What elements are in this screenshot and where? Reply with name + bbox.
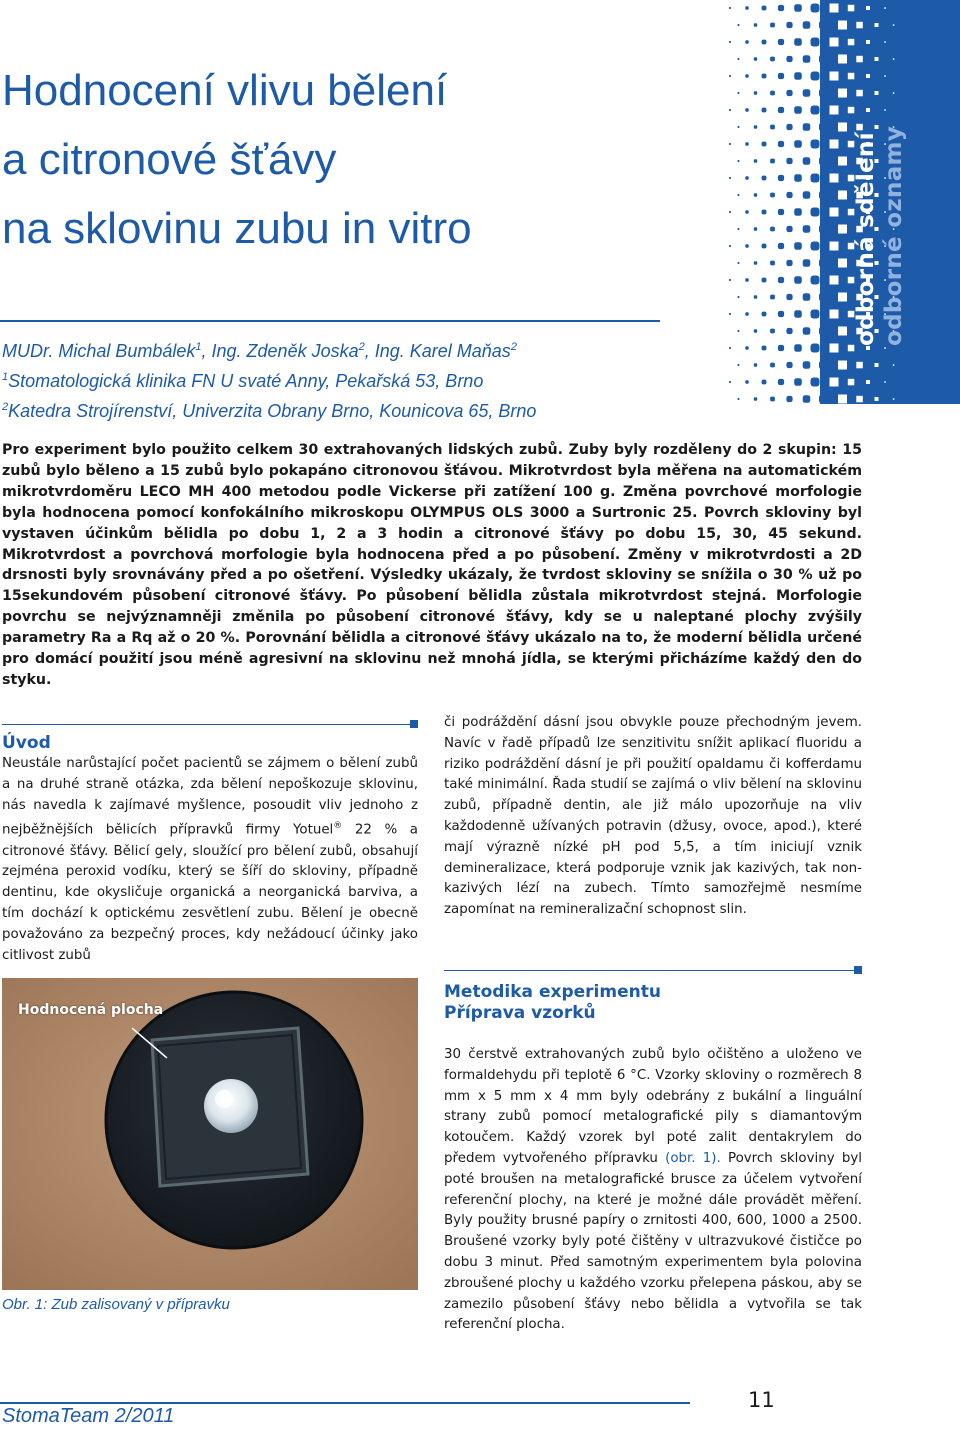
- intro-heading: Úvod: [2, 733, 51, 753]
- intro-text: Neustále narůstající počet pacientů se zájmem o bělení zubů a na druhé straně otázka, zda bělení nepoškozuje sklovinu, nás navedla k zajímavé myšlence, posoudit vliv jednoho z nejběžnějších bělicích přípravků firmy Yotuel® 22 % a citronové šťávy. Bělicí gely, sloužící pro bělení zubů, obsahují zejména peroxid vodíku, který se šíří do skloviny, případně dentinu, kde okysličuje organická a neorganická barviva, a tím dochází k optickému zesvětlení zubu. Bělení je obecně považováno za bezpečný proces, kdy nežádoucí účinky jako citlivost zubů: [2, 756, 418, 963]
- methods-heading: Metodika experimentu Příprava vzorků: [444, 982, 661, 1023]
- intro-rule-marker: [410, 720, 418, 728]
- journal-footer: StomaTeam 2/2011: [2, 1405, 175, 1427]
- methods-text: 30 čerstvě extrahovaných zubů bylo očištěno a uloženo ve formaldehydu při teplotě 6 °C. Vzorky skloviny o rozměrech 8 mm x 5 mm x 4 mm byly odebrány z bukální a linguální strany zubů pomocí metalografické pily s diamantovým kotoučem. Každý vzorek byl poté zalit dentakrylem do předem vytvořeného přípravku (obr. 1). Povrch skloviny byl poté broušen na metalografické brusce za účelem vytvoření referenční plochy, na které je možné dále provádět měření. Byly použity brusné papíry o zrnitosti 400, 600, 1000 a 2500. Broušené vzorky byly poté čištěny v ultrazvukové čističce po dobu 3 minut. Před samotným experimentem byla polovina zbroušené plochy u každého vzorku přelepena páskou, aby se zamezilo působení šťávy nebo bělidla a vytvořila se tak referenční plocha.: [444, 1047, 862, 1333]
- title-line-2: a citronové šťávy: [2, 135, 337, 184]
- decorative-dot-pattern: [712, 0, 960, 404]
- intro-rule: [2, 724, 412, 725]
- methods-rule-marker: [854, 966, 862, 974]
- section-label: [852, 126, 908, 346]
- affiliation-1: $^1$Stomatologická klinika FN U svaté Anny, Pekařská 53, Brno: [2, 371, 484, 391]
- intro-text-continued: či podráždění dásní jsou obvykle pouze přechodným jevem. Navíc v řadě případů lze senzitivitu snížit aplikací fluoridu a riziko podráždění dásní je při použití opaldamu či kofferdamu také minimální. Řada studií se zajímá o vliv bělení na sklovinu zubů, případně dentin, ale již málo upozorňuje na vliv každodenně užívaných potravin (džusy, ovoce, apod.), které mají výrazně nízké pH pod 5,5, a tím iniciují vznik demineralizace, která podporuje vznik jak kazivých, tak non-kazivých lézí na zubech. Tímto samozřejmě nesmíme zapomínat na remineralizační schopnost slin.: [444, 715, 862, 918]
- title-line-3: na sklovinu zubu in vitro: [2, 204, 472, 253]
- authors-block: [2, 334, 662, 424]
- affiliation-2: $^2$Katedra Strojírenství, Univerzita Obrany Brno, Kounicova 65, Brno: [2, 401, 537, 421]
- author-line: MUDr. Michal Bumbálek$^1$, Ing. Zdeněk Joska$^2$, Ing. Karel Maňas$^2$: [2, 341, 517, 361]
- title-divider: [0, 320, 660, 322]
- title-line-1: Hodnocení vlivu bělení: [2, 66, 448, 115]
- figure-photo: [2, 978, 418, 1290]
- footer-rule: [0, 1402, 690, 1404]
- figure-reference: (obr. 1).: [665, 1150, 721, 1166]
- section-label-primary: odborná sdělení: [853, 132, 879, 346]
- figure-caption: Obr. 1: Zub zalisovaný v přípravku: [2, 1296, 230, 1313]
- tooth-specimen-image: [2, 978, 418, 1290]
- methods-rule: [444, 970, 856, 971]
- article-title: [2, 56, 622, 263]
- section-label-secondary: odborné oznamy: [881, 125, 907, 346]
- abstract: Pro experiment bylo použito celkem 30 extrahovaných lidských zubů. Zuby byly rozděleny do 2 skupin: 15 zubů bylo běleno a 15 zubů bylo pokapáno citronovou šťávou. Mikrotvrdost byla měřena na automatickém mikrotvrdoměru LECO MH 400 metodou podle Vickerse při zatížení 100 g. Změna povrchové morfologie byla hodnocena pomocí konfokálního mikroskopu OLYMPUS OLS 3000 a Surtronic 25. Povrch skloviny byl vystaven účinkům bělidla po dobu 1, 2 a 3 hodin a citronové šťávy po dobu 15, 30, 45 sekund. Mikrotvrdost a povrchová morfologie byla hodnocena před a po působení. Změny v mikrotvrdosti a 2D drsnosti byly srovnávány před a po ošetření. Výsledky ukázaly, že tvrdost skloviny se snížila o 30 % už po 15sekundovém působení citronové šťávy. Po působení bělidla zůstala mikrotvrdost stejná. Morfologie povrchu se nejvýznamněji změnila po působení citronové šťávy, kdy se u naleptané plochy zvýšily parametry Ra a Rq až o 20 %. Porovnání bělidla a citronové šťávy ukázalo na to, že moderní bělidla určené pro domácí použití jsou méně agresivní na sklovinu než mnohá jídla, se kterými přicházíme každý den do styku.: [2, 442, 862, 688]
- page-number: 11: [748, 1388, 775, 1412]
- figure-label: Hodnocená plocha: [18, 1002, 164, 1018]
